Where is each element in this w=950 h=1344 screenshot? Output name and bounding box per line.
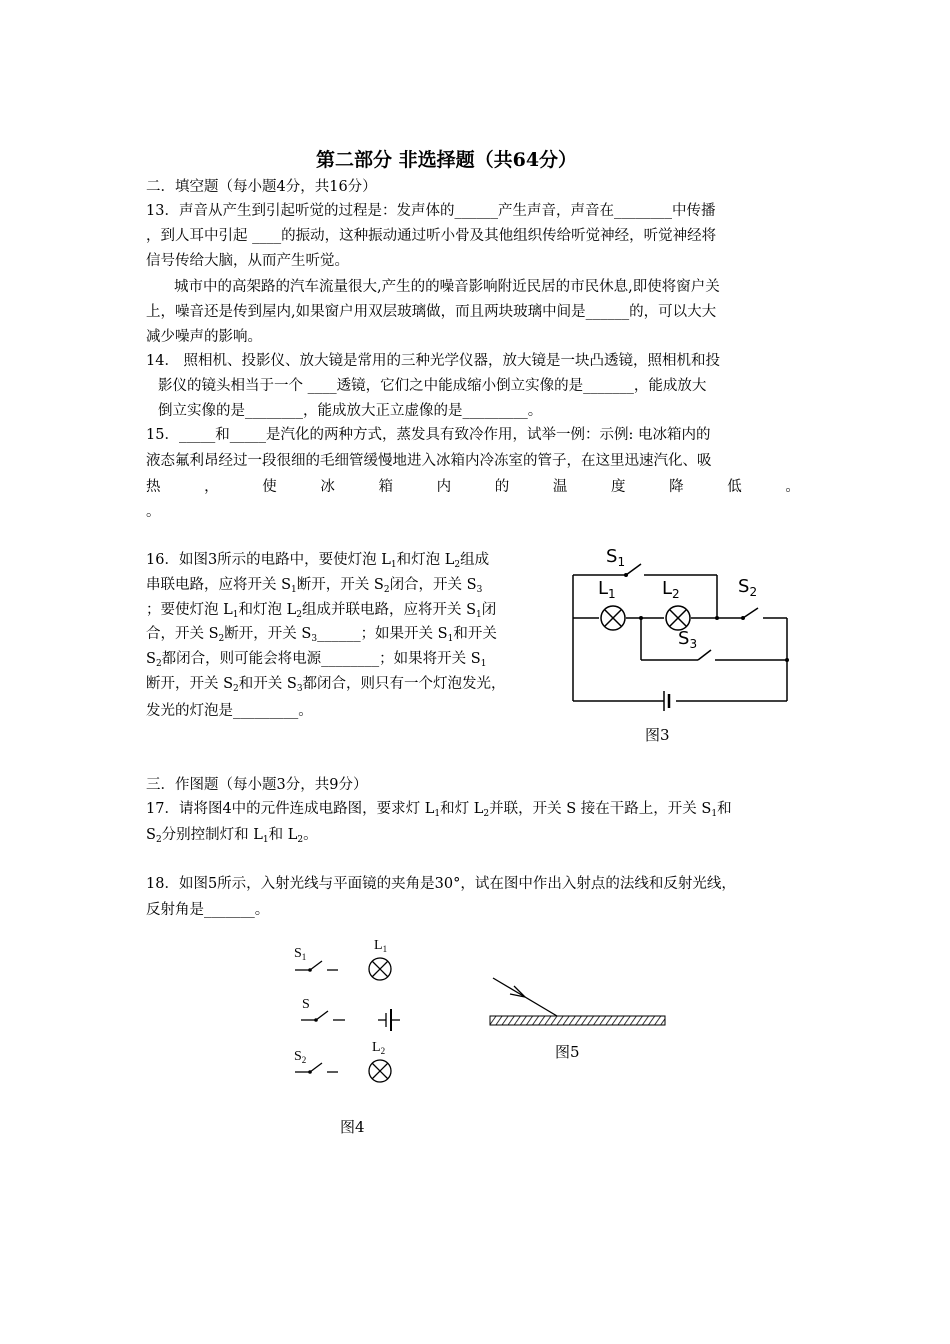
arrow-icon xyxy=(510,986,525,997)
q16-line2: 串联电路，应将开关 $S_1$断开，开关 $S_2$闭合，开关 $S_3$ xyxy=(146,577,483,595)
svg-text:S: S xyxy=(302,997,310,1012)
q15-char: 使 xyxy=(262,479,277,495)
q15-char: 度 xyxy=(611,479,626,495)
q16-line4: 合，开关 $S_2$断开，开关 $S_3\_\_\_\_\_\_$；如果开关 $S_1$和开关 xyxy=(146,626,497,644)
q17-line1: 17．请将图4中的元件连成电路图，要求灯 $L_1$和灯 $L_2$并联，开关 S 接在干路上，开关 $S_1$和 xyxy=(146,801,732,819)
section3-header: 三．作图题（每小题3分，共9分） xyxy=(146,777,368,793)
svg-text:S2: $S_2$ xyxy=(738,576,758,599)
svg-text:L1: $L_1$ xyxy=(598,578,616,601)
q15-char: 。 xyxy=(785,479,800,495)
section2-header: 二．填空题（每小题4分，共16分） xyxy=(146,179,377,195)
q15-char: 热 xyxy=(146,479,161,495)
figure4-caption: 图4 xyxy=(340,1118,365,1136)
q13-line4: 城市中的高架路的汽车流量很大,产生的的噪音影响附近民居的市民休息,即使将窗户关 xyxy=(174,279,720,295)
svg-text:S2: $S_2$ xyxy=(294,1049,307,1065)
q15-char: 的 xyxy=(494,479,510,495)
q15-char: 内 xyxy=(436,479,452,495)
q15-char: 温 xyxy=(552,479,568,495)
q15-char: ， xyxy=(204,479,219,495)
page-title: 第二部分 非选择题（共64分） xyxy=(316,149,578,171)
figure5-caption: 图5 xyxy=(555,1043,580,1061)
q14-line2: 影仪的镜头相当于一个 ____透镜，它们之中能成缩小倒立实像的是_______，能成放大 xyxy=(158,378,707,394)
q18-line1: 18．如图5所示，入射光线与平面镜的夹角是30°，试在图中作出入射点的法线和反射光线， xyxy=(146,876,736,892)
figure3-caption: 图3 xyxy=(645,726,670,744)
q13-line1: 13．声音从产生到引起听觉的过程是：发声体的______产生声音，声音在________中传播 xyxy=(146,203,716,219)
q16-line1: 16．如图3所示的电路中，要使灯泡 $L_1$和灯泡 $L_2$组成 xyxy=(146,552,490,570)
q15-char: 降 xyxy=(669,479,684,495)
mirror-surface xyxy=(490,1016,665,1025)
figure3-circuit xyxy=(568,540,798,720)
q14-line3: 倒立实像的是________，能成放大正立虚像的是_________。 xyxy=(158,403,543,419)
q13-line3: 信号传给大脑，从而产生听觉。 xyxy=(146,253,349,269)
q13-line6: 减少噪声的影响。 xyxy=(146,329,262,345)
figure5-mirror xyxy=(485,970,675,1030)
q15-char: 箱 xyxy=(378,479,393,495)
svg-text:L2: $L_2$ xyxy=(372,1040,386,1056)
figure4-components xyxy=(290,935,430,1095)
q14-line1: 14． 照相机、投影仪、放大镜是常用的三种光学仪器，放大镜是一块凸透镜，照相机和投 xyxy=(146,353,721,369)
svg-text:L1: $L_1$ xyxy=(374,938,388,954)
q15-line4: 。 xyxy=(146,504,161,520)
svg-text:S1: $S_1$ xyxy=(606,546,626,569)
q13-line2: ，到人耳中引起 ____的振动，这种振动通过听小骨及其他组织传给听觉神经，听觉神经将 xyxy=(146,228,717,244)
q16-line6: 断开，开关 $S_2$和开关 $S_3$都闭合，则只有一个灯泡发光， xyxy=(146,676,506,694)
q15-char: 冰 xyxy=(320,479,335,495)
q16-line7: 发光的灯泡是_________。 xyxy=(146,703,313,719)
q18-line2: 反射角是_______。 xyxy=(146,902,270,918)
q13-line5: 上，噪音还是传到屋内,如果窗户用双层玻璃做，而且两块玻璃中间是______的，可以大大 xyxy=(146,304,717,320)
q17-line2: $S_2$分别控制灯和 $L_1$和 $L_2$。 xyxy=(146,827,318,845)
svg-text:S1: $S_1$ xyxy=(294,946,307,962)
q15-line1: 15．_____和_____是汽化的两种方式，蒸发具有致冷作用，试举一例：示例: 电冰箱内的 xyxy=(146,427,711,443)
q16-line5: $S_2$都闭合，则可能会将电源________；如果将开关 $S_1$ xyxy=(146,651,487,669)
q15-line3 xyxy=(146,477,800,497)
q15-line2: 液态氟利昂经过一段很细的毛细管缓慢地进入冰箱内冷冻室的管子，在这里迅速汽化、吸 xyxy=(146,453,712,469)
svg-text:S3: $S_3$ xyxy=(678,628,698,651)
q16-line3: ；要使灯泡 $L_1$和灯泡 $L_2$组成并联电路，应将开关 $S_1$闭 xyxy=(146,602,497,620)
q15-char: 低 xyxy=(727,479,742,495)
svg-text:L2: $L_2$ xyxy=(662,578,680,601)
